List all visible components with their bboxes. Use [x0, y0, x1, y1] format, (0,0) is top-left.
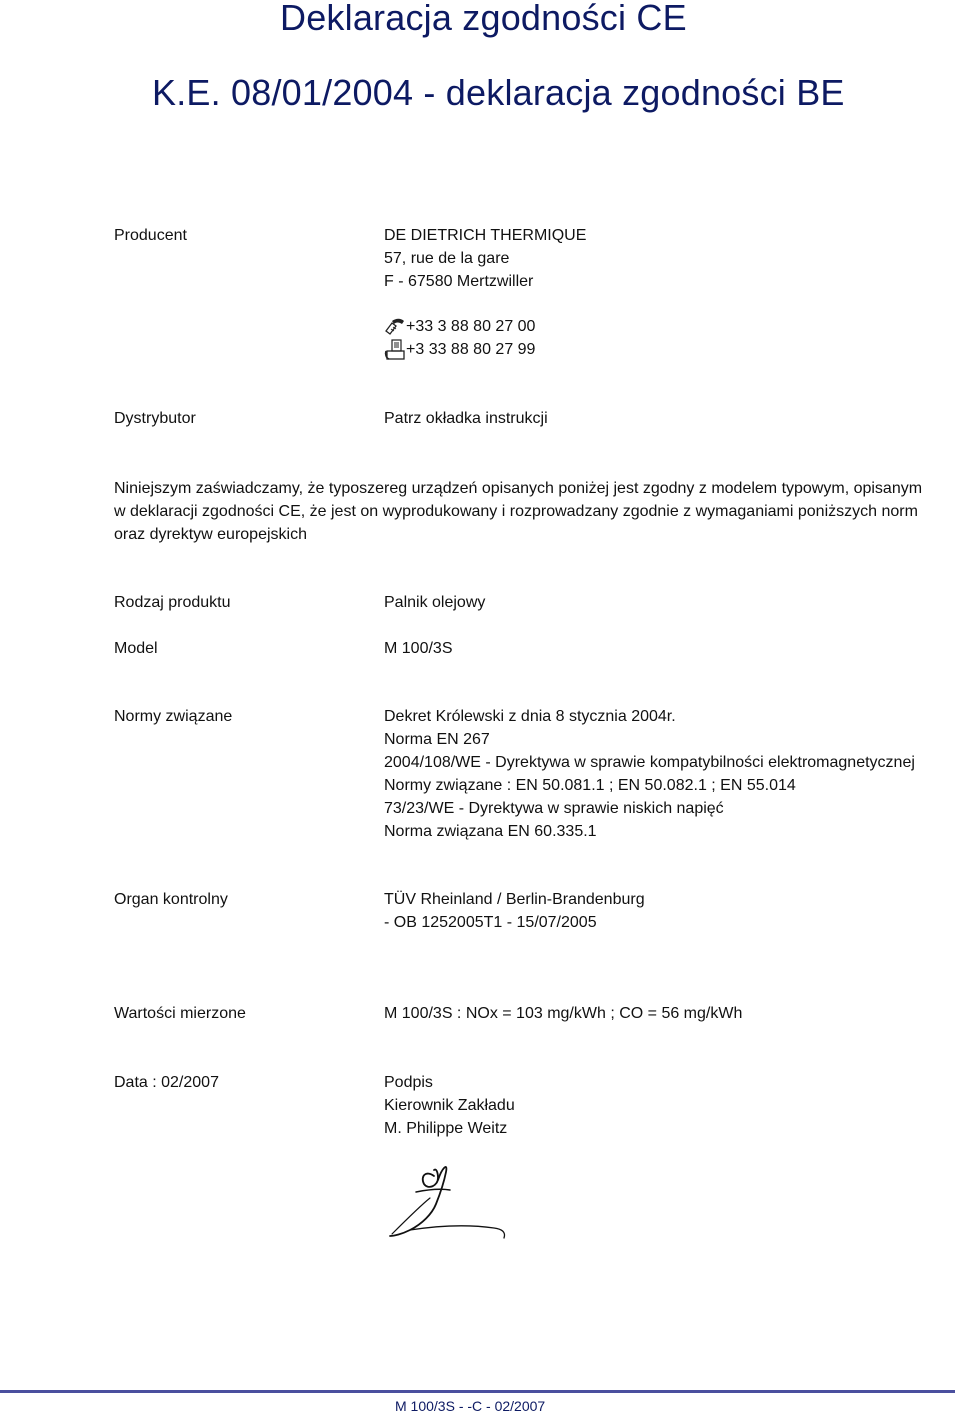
page-title: Deklaracja zgodności CE	[280, 0, 687, 38]
producer-line: 57, rue de la gare	[384, 250, 510, 267]
statement-paragraph: Niniejszym zaświadczamy, że typoszereg urządzeń opisanych poniżej jest zgodny z modelem typowym, opisanym w deklaracji zgodności CE, że jest on wyprodukowany i rozprowadzany zgodnie z wymaganiami poniższych norm oraz dyrektyw europejskich	[114, 480, 923, 543]
norms-label: Normy związane	[114, 708, 233, 725]
model-label: Model	[114, 640, 158, 657]
producer-address	[384, 224, 586, 293]
norm-line: Dekret Królewski z dnia 8 stycznia 2004r.	[384, 708, 676, 725]
signatory	[384, 1071, 515, 1140]
date-label: Data : 02/2007	[114, 1074, 219, 1091]
phone-number: +33 3 88 80 27 00	[406, 318, 536, 335]
measured-value: M 100/3S : NOx = 103 mg/kWh ; CO = 56 mg/kWh	[384, 1005, 743, 1022]
fax-row	[384, 338, 535, 361]
producer-label: Producent	[114, 227, 187, 244]
signature	[386, 1158, 526, 1248]
producer-line: F - 67580 Mertzwiller	[384, 273, 534, 290]
phone-row	[384, 315, 535, 338]
product-type-value: Palnik olejowy	[384, 594, 486, 611]
producer-contacts	[384, 315, 535, 361]
norm-line: Norma związana EN 60.335.1	[384, 823, 597, 840]
norm-line: 2004/108/WE - Dyrektywa w sprawie kompatybilności elektromagnetycznej	[384, 754, 915, 771]
control-value	[384, 888, 645, 934]
norms-list	[384, 705, 915, 843]
product-type-label: Rodzaj produktu	[114, 594, 231, 611]
norm-line: 73/23/WE - Dyrektywa w sprawie niskich napięć	[384, 800, 724, 817]
measured-label: Wartości mierzone	[114, 1005, 246, 1022]
footer-reference: M 100/3S - -C - 02/2007	[395, 1398, 546, 1414]
distributor-value: Patrz okładka instrukcji	[384, 410, 548, 427]
control-label: Organ kontrolny	[114, 891, 228, 908]
norm-line: Norma EN 267	[384, 731, 490, 748]
phone-icon	[384, 317, 406, 337]
distributor-label: Dystrybutor	[114, 410, 196, 427]
model-value: M 100/3S	[384, 640, 453, 657]
fax-number: +3 33 88 80 27 99	[406, 341, 536, 358]
control-line: - OB 1252005T1 - 15/07/2005	[384, 914, 597, 931]
norm-line: Normy związane : EN 50.081.1 ; EN 50.082.1 ; EN 55.014	[384, 777, 796, 794]
fax-icon	[384, 339, 406, 361]
page-subtitle: K.E. 08/01/2004 - deklaracja zgodności BE	[152, 72, 845, 113]
signatory-line: M. Philippe Weitz	[384, 1120, 508, 1137]
signatory-line: Podpis	[384, 1074, 433, 1091]
footer-divider	[0, 1390, 955, 1393]
control-line: TÜV Rheinland / Berlin-Brandenburg	[384, 891, 645, 908]
signatory-line: Kierownik Zakładu	[384, 1097, 515, 1114]
producer-line: DE DIETRICH THERMIQUE	[384, 227, 587, 244]
